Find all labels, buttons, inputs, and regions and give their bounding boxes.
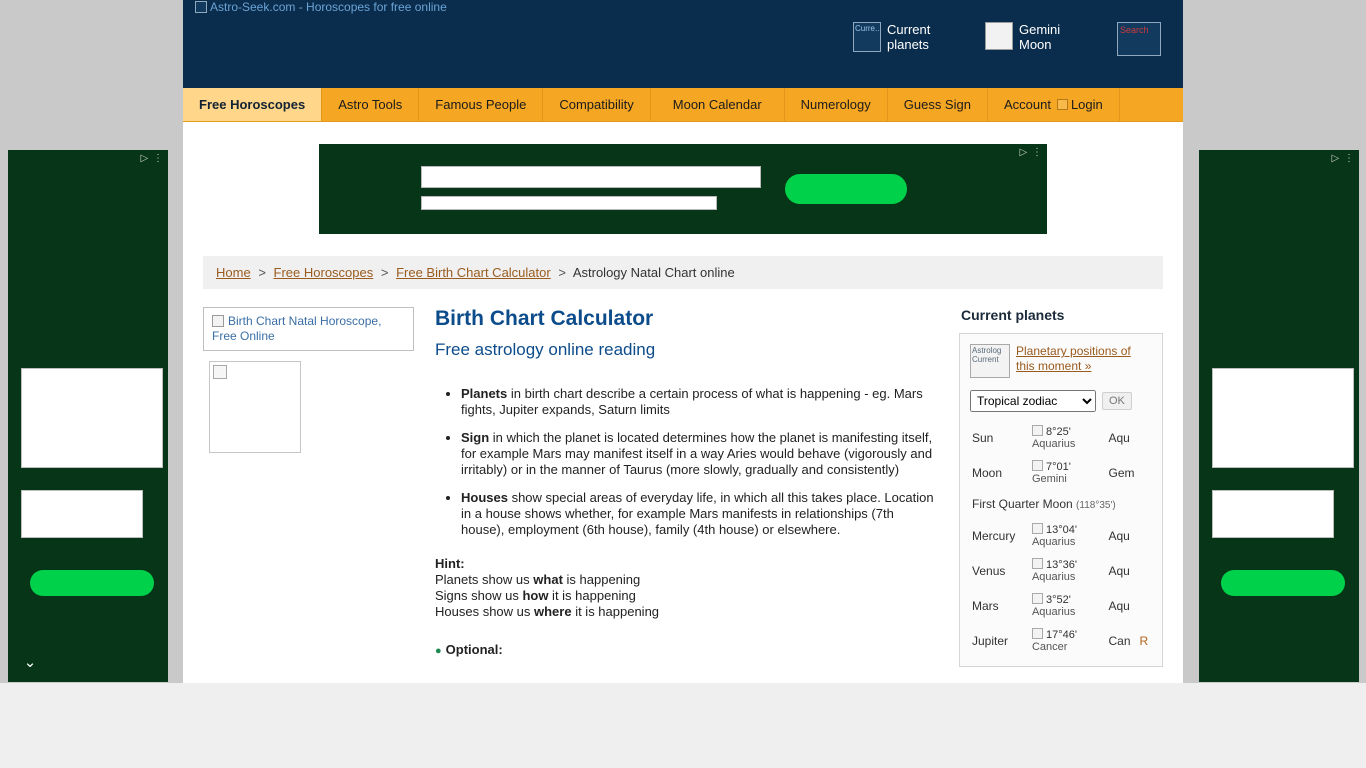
planet-position <box>1030 588 1107 623</box>
bullet-text: in birth chart describe a certain process of what is happening - eg. Mars fights, Jupiter expands, Saturn limits <box>461 386 923 417</box>
ad-text-placeholder <box>21 490 143 538</box>
nav-item-compatibility[interactable]: Compatibility <box>543 88 650 121</box>
header-link-current-planets[interactable] <box>853 22 949 52</box>
planet-degree: 13°04' <box>1045 524 1077 536</box>
bullet-dot-icon: ● <box>435 645 442 657</box>
hint-line-1-pre: Planets show us <box>435 572 534 587</box>
planet-sign-short: Can <box>1108 633 1131 648</box>
planet-retrograde <box>1138 518 1152 553</box>
current-planets-card <box>959 333 1163 667</box>
list-item <box>461 386 939 418</box>
list-item <box>461 430 939 478</box>
moon-phase-row <box>970 490 1152 518</box>
account-label: Account <box>1003 97 1051 112</box>
bullet-lead: Houses <box>461 490 508 505</box>
planet-sign-short: Gem <box>1108 465 1135 480</box>
planetary-positions-link[interactable]: Planetary positions of this moment » <box>1016 344 1131 373</box>
table-row <box>970 553 1152 588</box>
planet-retrograde <box>1138 553 1152 588</box>
hint-line-2-strong: how <box>522 588 549 603</box>
ad-choices-right[interactable]: ▷ ⋮ <box>1331 153 1355 164</box>
current-planets-table <box>970 420 1152 658</box>
list-item <box>461 490 939 538</box>
page-subtitle: Free astrology online reading <box>435 340 656 359</box>
planet-retrograde: R <box>1139 633 1149 648</box>
planet-name: Moon <box>972 465 1003 480</box>
planet-sign-long: Aquarius <box>1031 438 1076 450</box>
site-container <box>183 0 1183 683</box>
ad-choices-top[interactable]: ▷ ⋮ <box>1019 147 1043 158</box>
site-logo-alt: Astro-Seek.com - Horoscopes for free online <box>210 0 447 14</box>
site-logo[interactable] <box>195 0 455 15</box>
hint-line-2-post: it is happening <box>548 588 636 603</box>
header-link-label: Current planets <box>887 22 931 52</box>
planet-position <box>1030 518 1107 553</box>
current-planets-header <box>970 344 1152 378</box>
ad-cta-button[interactable] <box>785 174 907 204</box>
planet-name: Venus <box>972 563 1006 578</box>
ad-image-placeholder <box>1212 368 1354 468</box>
broken-image-icon <box>212 315 224 327</box>
nav-item-moon-calendar[interactable]: Moon Calendar <box>651 88 785 121</box>
zodiac-sign-icon <box>1032 558 1043 569</box>
planet-position <box>1030 455 1107 490</box>
planet-sign-long: Aquarius <box>1031 536 1076 548</box>
hint-line-1-post: is happening <box>562 572 641 587</box>
search-icon[interactable]: Search <box>1117 22 1161 56</box>
ad-image-placeholder <box>21 368 163 468</box>
planet-sign-short: Aqu <box>1108 598 1130 613</box>
table-row <box>970 420 1152 455</box>
hint-line-3-pre: Houses show us <box>435 604 534 619</box>
header-links <box>853 22 1161 56</box>
login-icon <box>1057 99 1068 110</box>
hint-line-3-strong: where <box>534 604 572 619</box>
ad-cta-button[interactable] <box>30 570 154 596</box>
ad-text-placeholder <box>1212 490 1334 538</box>
breadcrumb-link-home[interactable]: Home <box>216 265 251 280</box>
hint-block <box>435 556 939 620</box>
nav-item-guess-sign[interactable]: Guess Sign <box>888 88 988 121</box>
planet-sign-long: Aquarius <box>1031 606 1076 618</box>
planet-sign-long: Aquarius <box>1031 571 1076 583</box>
zodiac-sign-icon <box>1032 523 1043 534</box>
planet-retrograde <box>1138 455 1152 490</box>
zodiac-select[interactable] <box>970 390 1096 412</box>
optional-section-heading <box>435 642 939 657</box>
zodiac-sign-icon <box>1032 425 1043 436</box>
astrolog-current-icon: Astrolog Current <box>970 344 1010 378</box>
planet-sign-short: Aqu <box>1108 563 1130 578</box>
planet-name: Mars <box>972 598 999 613</box>
current-planets-icon: Curre.. <box>853 22 881 52</box>
planet-retrograde <box>1138 420 1152 455</box>
hint-line-2-pre: Signs show us <box>435 588 523 603</box>
planet-name: Mercury <box>972 528 1016 543</box>
planet-name: Sun <box>972 430 994 445</box>
zodiac-sign-icon <box>1032 460 1043 471</box>
nav-item-account[interactable] <box>988 88 1120 121</box>
breadcrumb-link-free-horoscopes[interactable]: Free Horoscopes <box>273 265 374 280</box>
breadcrumb-separator: > <box>258 265 266 280</box>
planet-retrograde <box>1138 588 1152 623</box>
planet-degree: 17°46' <box>1045 629 1077 641</box>
breadcrumb-link-free-birth-chart-calculator[interactable]: Free Birth Chart Calculator <box>396 265 551 280</box>
nav-item-astro-tools[interactable]: Astro Tools <box>322 88 419 121</box>
ad-headline-placeholder <box>421 166 761 188</box>
moon-phase-label: First Quarter Moon <box>972 497 1073 511</box>
ad-choices-left[interactable]: ▷ ⋮ <box>140 153 164 164</box>
planet-degree: 3°52' <box>1045 594 1071 606</box>
hint-line-3-post: it is happening <box>571 604 660 619</box>
planet-position <box>1030 553 1107 588</box>
breadcrumb-current: Astrology Natal Chart online <box>572 265 735 280</box>
site-header <box>183 0 1183 88</box>
gemini-moon-icon <box>985 22 1013 50</box>
zodiac-sign-icon <box>1032 593 1043 604</box>
nav-item-numerology[interactable]: Numerology <box>785 88 888 121</box>
ad-subtext-placeholder <box>421 196 717 210</box>
table-row <box>970 455 1152 490</box>
birth-chart-thumb-card[interactable] <box>203 307 414 351</box>
moon-phase-cell <box>970 490 1152 518</box>
nav-item-free-horoscopes[interactable]: Free Horoscopes <box>183 88 322 121</box>
hint-label: Hint: <box>435 556 465 571</box>
content-row <box>183 289 1183 667</box>
current-planets-title: Current planets <box>961 307 1065 323</box>
bullet-lead: Planets <box>461 386 508 401</box>
optional-label: Optional: <box>445 642 503 657</box>
top-ad-wrapper <box>183 122 1183 234</box>
ad-cta-button[interactable] <box>1221 570 1345 596</box>
page-title: Birth Chart Calculator <box>435 307 654 330</box>
planet-sign-long: Gemini <box>1031 473 1067 485</box>
planet-position <box>1030 420 1107 455</box>
info-bullet-list <box>435 386 939 538</box>
breadcrumb-separator: > <box>558 265 566 280</box>
broken-image-icon <box>213 365 227 379</box>
login-label: Login <box>1070 97 1103 112</box>
zodiac-ok-button[interactable]: OK <box>1102 392 1132 410</box>
planet-degree: 8°25' <box>1045 426 1071 438</box>
chevron-down-icon[interactable]: ⌄ <box>23 654 37 671</box>
page-bottom-strip <box>0 683 1366 768</box>
zodiac-sign-icon <box>1032 628 1043 639</box>
left-column <box>203 307 415 667</box>
birth-chart-thumb-alt: Birth Chart Natal Horoscope, Free Online <box>212 314 382 343</box>
breadcrumb <box>203 256 1163 289</box>
planet-sign-short: Aqu <box>1108 528 1130 543</box>
bullet-text: in which the planet is located determines how the planet is manifesting itself, for example Mars may manifest itself in a way Aries would behave (vigorously and irritably) or in the manner of Taurus (more slowly, gradually and consistently) <box>461 430 933 477</box>
header-link-label: Gemini Moon <box>1019 22 1061 52</box>
bullet-text: show special areas of everyday life, in which all this takes place. Location in a house shows whether, for example Mars manifests in relationships (7th house), employment (6th house), family (4th house) or elsewhere. <box>461 490 934 537</box>
planet-sign-short: Aqu <box>1108 430 1130 445</box>
chart-image-placeholder <box>209 361 301 453</box>
main-content <box>427 307 947 667</box>
header-link-gemini-moon[interactable] <box>985 22 1081 52</box>
table-row <box>970 588 1152 623</box>
right-skyscraper-ad[interactable] <box>1199 150 1359 682</box>
right-sidebar <box>959 307 1163 667</box>
bullet-lead: Sign <box>461 430 490 445</box>
top-leaderboard-ad[interactable] <box>319 144 1047 234</box>
table-row <box>970 518 1152 553</box>
table-row <box>970 623 1152 658</box>
planet-position <box>1030 623 1107 658</box>
planet-name: Jupiter <box>972 633 1009 648</box>
nav-item-famous-people[interactable]: Famous People <box>419 88 543 121</box>
main-navigation <box>183 88 1183 122</box>
broken-image-icon <box>195 1 207 13</box>
planet-degree: 7°01' <box>1045 461 1071 473</box>
left-skyscraper-ad[interactable] <box>8 150 168 682</box>
planet-sign-long: Cancer <box>1031 641 1068 653</box>
zodiac-controls <box>970 390 1152 412</box>
hint-line-1-strong: what <box>533 572 563 587</box>
planet-degree: 13°36' <box>1045 559 1077 571</box>
moon-phase-value: (118°35') <box>1076 500 1116 511</box>
breadcrumb-separator: > <box>380 265 389 280</box>
